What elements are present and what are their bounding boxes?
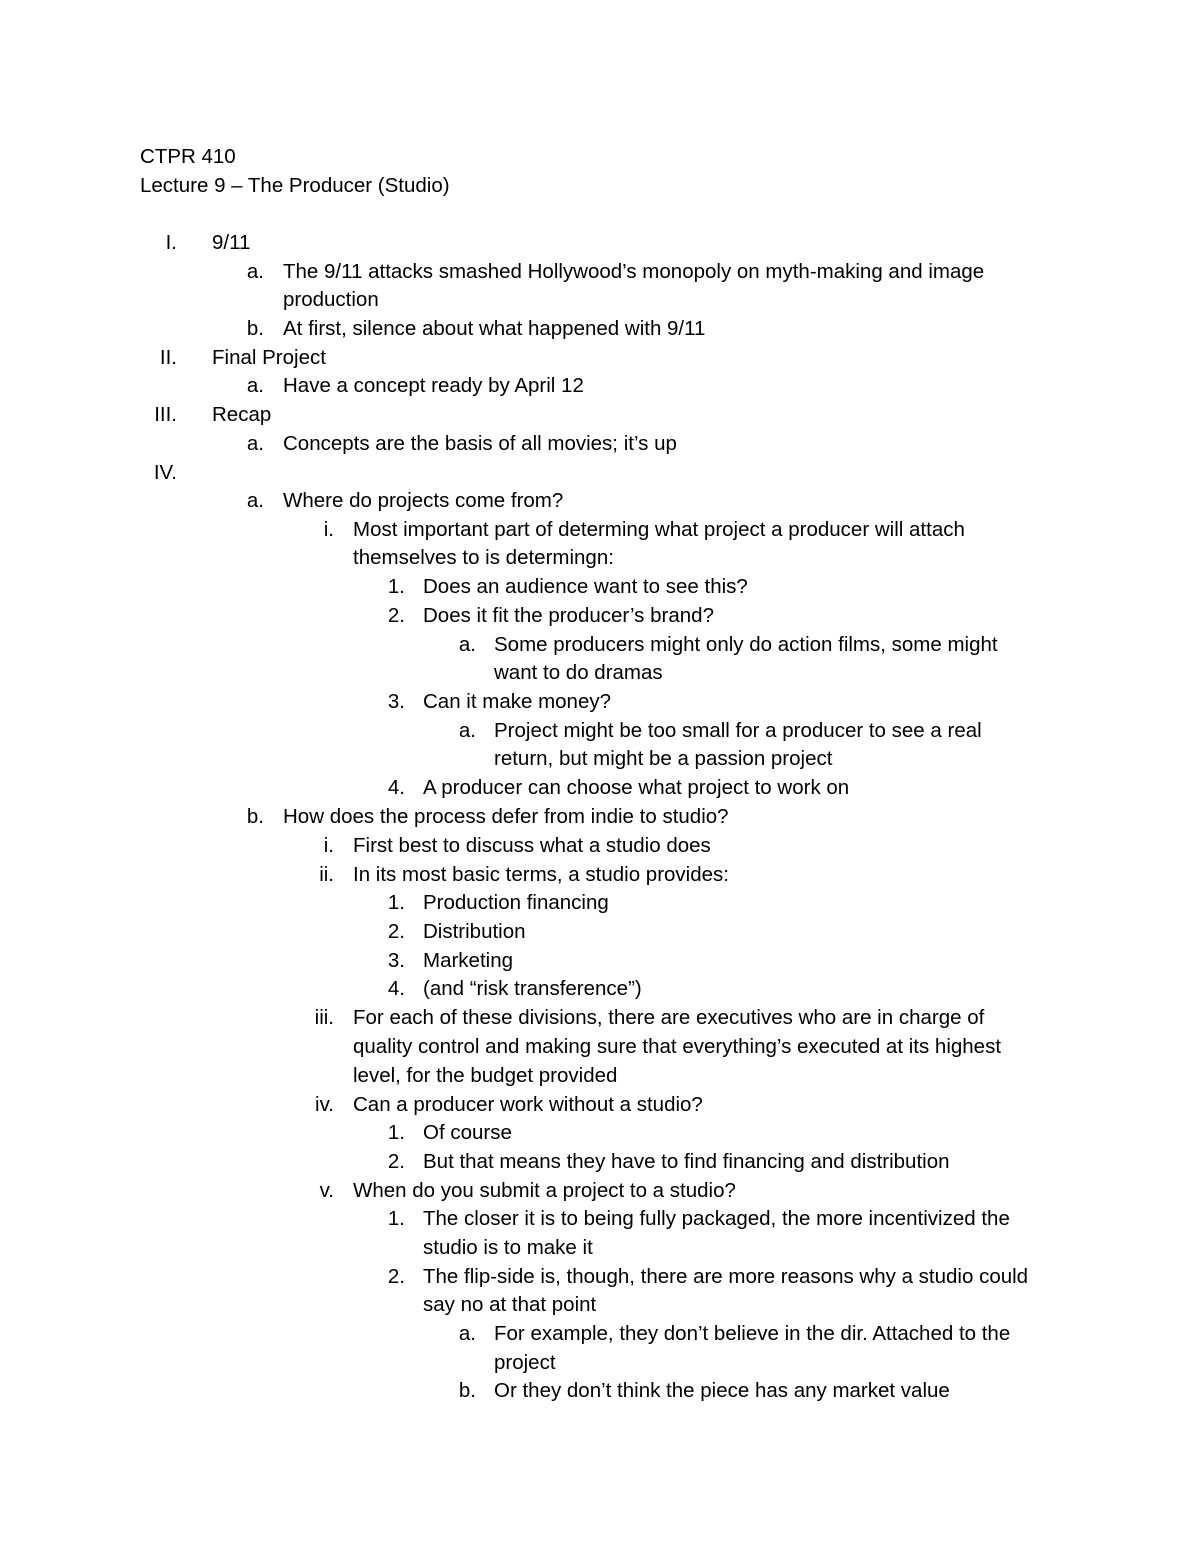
outline-marker: a. [246, 260, 264, 283]
outline-marker: 3. [387, 690, 405, 713]
outline-text: The 9/11 attacks smashed Hollywood’s monopoly on myth-making and image [283, 260, 985, 283]
outline-marker: 2. [387, 920, 405, 943]
lecture-title: Lecture 9 – The Producer (Studio) [140, 174, 450, 197]
outline-item [0, 229, 1200, 257]
outline-marker: 1. [387, 1121, 405, 1144]
outline-text: Distribution [423, 920, 526, 943]
outline-marker: b. [246, 317, 264, 340]
outline-marker: iv. [315, 1093, 334, 1116]
outline-text: Recap [212, 403, 272, 426]
outline-text: When do you submit a project to a studio? [353, 1179, 736, 1202]
outline-item [0, 286, 1200, 314]
outline-text: themselves to is determingn: [353, 546, 614, 569]
course-code: CTPR 410 [140, 145, 236, 168]
outline-item [0, 1320, 1200, 1348]
outline-text: Most important part of determing what project a producer will attach [353, 518, 965, 541]
outline-text: return, but might be a passion project [494, 747, 833, 770]
outline-text: Final Project [212, 346, 326, 369]
outline-marker: a. [246, 374, 264, 397]
outline-marker: a. [246, 489, 264, 512]
outline-marker: I. [165, 231, 177, 254]
outline-marker: 1. [387, 891, 405, 914]
outline-text: For example, they don’t believe in the dir. Attached to the [494, 1322, 1011, 1345]
outline-marker: 3. [387, 949, 405, 972]
outline-item [0, 430, 1200, 458]
outline-marker: v. [319, 1179, 334, 1202]
outline-text: A producer can choose what project to work on [423, 776, 850, 799]
outline-marker: IV. [153, 461, 177, 484]
outline-text: The flip-side is, though, there are more reasons why a studio could [423, 1265, 1029, 1288]
outline-text: In its most basic terms, a studio provides: [353, 863, 729, 886]
outline-text: studio is to make it [423, 1236, 593, 1259]
outline-item [0, 1349, 1200, 1377]
outline-text: Of course [423, 1121, 512, 1144]
outline-item [0, 832, 1200, 860]
outline-marker: ii. [319, 863, 334, 886]
outline-text: Where do projects come from? [283, 489, 564, 512]
outline-marker: 2. [387, 1150, 405, 1173]
outline-item [0, 1377, 1200, 1405]
outline-text: project [494, 1351, 556, 1374]
outline-item [0, 861, 1200, 889]
outline-text: Can it make money? [423, 690, 612, 713]
outline-item [0, 631, 1200, 659]
outline-marker: a. [246, 432, 264, 455]
outline-marker: a. [458, 633, 476, 656]
outline-item [0, 659, 1200, 687]
outline-marker: 4. [387, 977, 405, 1000]
outline-text: Project might be too small for a producer to see a real [494, 719, 982, 742]
outline-marker: 1. [387, 1207, 405, 1230]
outline-marker: II. [159, 346, 177, 369]
outline-marker: III. [154, 403, 177, 426]
outline-text: 9/11 [212, 231, 251, 254]
outline-text: First best to discuss what a studio does [353, 834, 711, 857]
outline-marker: a. [458, 719, 476, 742]
outline-item [0, 544, 1200, 572]
outline-text: Have a concept ready by April 12 [283, 374, 584, 397]
outline-marker: b. [246, 805, 264, 828]
outline-item [0, 889, 1200, 917]
outline-marker: 1. [387, 575, 405, 598]
outline-text: Can a producer work without a studio? [353, 1093, 703, 1116]
outline-item [0, 573, 1200, 601]
outline-item [0, 516, 1200, 544]
outline-marker: b. [458, 1379, 476, 1402]
outline-item [0, 1291, 1200, 1319]
outline-item [0, 975, 1200, 1003]
outline-marker: i. [323, 834, 334, 857]
outline-item [0, 315, 1200, 343]
outline-item [0, 918, 1200, 946]
outline-marker: iii. [314, 1006, 334, 1029]
outline-item [0, 1062, 1200, 1090]
outline-text: Or they don’t think the piece has any market value [494, 1379, 950, 1402]
outline-text: The closer it is to being fully packaged, the more incentivized the [423, 1207, 1010, 1230]
outline-marker: i. [323, 518, 334, 541]
outline-marker: 2. [387, 1265, 405, 1288]
outline-marker: 4. [387, 776, 405, 799]
outline-item [0, 401, 1200, 429]
outline-item [0, 459, 1200, 487]
outline-text: level, for the budget provided [353, 1064, 618, 1087]
outline-item [0, 688, 1200, 716]
outline-text: Does it fit the producer’s brand? [423, 604, 714, 627]
outline-text: Does an audience want to see this? [423, 575, 748, 598]
outline-item [0, 947, 1200, 975]
outline-item [0, 803, 1200, 831]
outline-item [0, 1177, 1200, 1205]
outline-item [0, 1234, 1200, 1262]
outline-text: say no at that point [423, 1293, 597, 1316]
outline-item [0, 1205, 1200, 1233]
outline-item [0, 602, 1200, 630]
outline-item [0, 717, 1200, 745]
outline-item [0, 1091, 1200, 1119]
outline-item [0, 1263, 1200, 1291]
outline-marker: a. [458, 1322, 476, 1345]
outline-text: How does the process defer from indie to studio? [283, 805, 729, 828]
outline-item [0, 258, 1200, 286]
outline-text: At first, silence about what happened with 9/11 [283, 317, 706, 340]
outline-text: Concepts are the basis of all movies; it’s up [283, 432, 677, 455]
outline-text: production [283, 288, 379, 311]
outline-text: Production financing [423, 891, 609, 914]
outline-text: Marketing [423, 949, 514, 972]
outline-text: For each of these divisions, there are executives who are in charge of [353, 1006, 985, 1029]
outline-item [0, 372, 1200, 400]
outline-text: quality control and making sure that everything’s executed at its highest [353, 1035, 1002, 1058]
outline-text: (and “risk transference”) [423, 977, 642, 1000]
outline-item [0, 774, 1200, 802]
outline-marker: 2. [387, 604, 405, 627]
outline-text: But that means they have to find financing and distribution [423, 1150, 950, 1173]
outline-item [0, 344, 1200, 372]
outline-item [0, 745, 1200, 773]
outline-item [0, 487, 1200, 515]
outline-item [0, 1148, 1200, 1176]
outline-text: Some producers might only do action films, some might [494, 633, 998, 656]
outline-item [0, 1004, 1200, 1032]
outline-item [0, 1033, 1200, 1061]
outline-item [0, 1119, 1200, 1147]
outline-text: want to do dramas [494, 661, 663, 684]
